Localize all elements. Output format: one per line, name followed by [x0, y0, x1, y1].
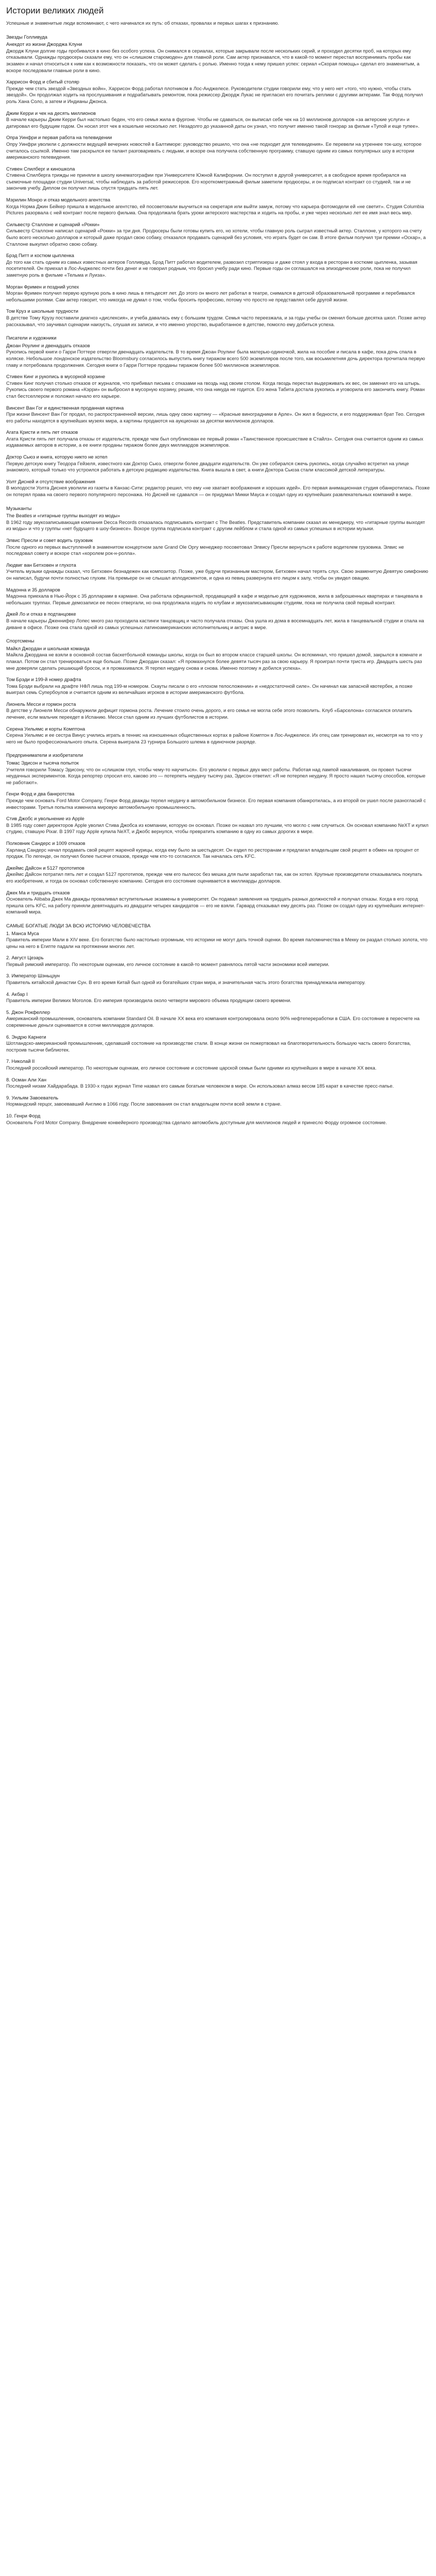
story-title: Винсент Ван Гог и единственная проданная картина	[6, 404, 124, 411]
story-text: Основатель Alibaba Джек Ма дважды проваливал вступительные экзамены в университет. Он подавал заявления на тридцать разных должностей и получал отказы. Когда в его город пришла сеть KFC, на работу приняли девятнадцать из двадцати четырех кандидатов — его не взяли. Гарвард отказывал ему десять раз. Позже он создал одну из крупнейших интернет-компаний мира.	[6, 896, 425, 915]
story-text: Рукопись первой книги о Гарри Поттере отвергли двенадцать издательств. В то время Джоан Роулинг была матерью-одиночкой, жила на пособие и писала в кафе, пока дочь спала в коляске. Небольшое лондонское издательство Bloomsbury согласилось выпустить книгу тиражом всего 500 экземпляров после того, как восьмилетняя дочь директора прочитала первую главу и потребовала продолжения. Сегодня книги о Гарри Поттере проданы тиражом более 500 миллионов экземпляров.	[6, 349, 425, 368]
story-text: Последний низам Хайдарабада. В 1930-х годах журнал Time назвал его самым богатым человеком в мире. Он использовал алмаз весом 185 карат в качестве пресс-папье.	[6, 1083, 394, 1089]
page-title: Истории великих людей	[6, 6, 104, 15]
story-item	[6, 1077, 430, 1090]
story-text: Правитель империи Великих Моголов. Его империя производила около четверти мирового объема продукции своего времени.	[6, 997, 291, 1004]
story-title: Сильвестр Сталлоне и сценарий «Рокки»	[6, 221, 100, 227]
story-text: Учитель музыки однажды сказал, что Бетховен безнадежен как композитор. Позже, уже будучи признанным мастером, Бетховен начал терять слух. Свою знаменитую Девятую симфонию он написал, будучи почти полностью глухим. На премьере он не слышал аплодисментов, и одна из певиц развернула его лицом к залу, чтобы он увидел овацию.	[6, 568, 428, 581]
story-item	[6, 562, 430, 582]
story-title: Анекдот из жизни Джорджа Клуни	[6, 41, 82, 47]
story-title: 10. Генри Форд	[6, 1112, 41, 1118]
story-item	[6, 134, 430, 160]
section-heading: Предприниматели и изобретатели	[6, 752, 83, 758]
story-text: Стивена Спилберга трижды не приняли в школу кинематографии при Университете Южной Калифорнии. Он поступил в другой университет, а в свободное время пробирался на съемочные площадки студии Universal, чтобы наблюдать за работой режиссеров. Его короткометражный фильм заметили продюсеры, и он подписал контракт со студией, так и не закончив учебу. Диплом он получил лишь спустя тридцать пять лет.	[6, 172, 411, 191]
story-text: Последний российский император. По некоторым оценкам, его личное состояние и состояние царской семьи были одними из крупнейших в мире в начале XX века.	[6, 1065, 377, 1071]
story-text: Серена Уильямс и ее сестра Винус учились играть в теннис на изношенных общественных кортах в районе Комптон в Лос-Анджелесе. Их отец сам тренировал их, несмотря на то что у него не было профессионального опыта. Серена выиграла 23 турнира Большого шлема в одиночном разряде.	[6, 732, 423, 744]
story-title: Стив Джобс и увольнение из Apple	[6, 816, 84, 822]
story-text: Мадонна приехала в Нью-Йорк с 35 долларами в кармане. Она работала официанткой, продавщицей в кафе и моделью для художников, жила в заброшенных квартирах и танцевала в небольших труппах. Первые демозаписи ее песен отвергали, но она продолжала ходить по клубам и звукозаписывающим студиям, пока не получила свой первый контракт.	[6, 593, 423, 605]
story-item	[6, 991, 430, 1004]
story-title: Генри Форд и два банкротства	[6, 791, 75, 797]
story-text: В начале карьеры Джим Керри был настолько беден, что его семья жила в фургоне. Чтобы не сдаваться, он выписал себе чек на 10 миллионов долларов «за актерские услуги» и датировал его будущим годом. Он носил этот чек в кошельке несколько лет. Незадолго до указанной даты он узнал, что получит именно такой гонорар за фильм «Тупой и еще тупее».	[6, 116, 420, 129]
story-item	[6, 611, 430, 631]
story-item	[6, 791, 430, 810]
story-title: Опра Уинфри и первая работа на телевидении	[6, 134, 112, 141]
story-item	[6, 222, 430, 247]
story-title: 6. Эндрю Карнеги	[6, 1033, 46, 1040]
story-text: Правитель империи Мали в XIV веке. Его богатство было настолько огромным, что историки не могут дать точной оценки. Во время паломничества в Мекку он раздал столько золота, что цены на него в Египте падали на протяжении многих лет.	[6, 937, 428, 949]
story-item	[6, 587, 430, 606]
story-item	[6, 840, 430, 860]
story-text: Первый римский император. По некоторым оценкам, его личное состояние в какой-то момент равнялось пятой части экономики всей империи.	[6, 961, 329, 967]
story-item	[6, 1095, 430, 1108]
story-title: Людвиг ван Бетховен и глухота	[6, 562, 76, 568]
story-item	[6, 79, 430, 105]
story-item	[6, 374, 430, 399]
story-text: Основатель Ford Motor Company. Внедрение конвейерного производства сделало автомобиль доступным для миллионов людей и принесло Форду огромное состояние.	[6, 1119, 387, 1125]
story-text: Шотландско-американский промышленник, сделавший состояние на производстве стали. В конце жизни он пожертвовал на благотворительность большую часть своего богатства, построив тысячи библиотек.	[6, 1040, 411, 1053]
story-text: Первую детскую книгу Теодора Гейзеля, известного как Доктор Сьюз, отвергли более двадцати издательств. Он уже собирался сжечь рукопись, когда случайно встретил на улице знакомого, который только что устроился работать в детскую редакцию издательства. Книга вышла в свет, а книги Доктора Сьюза стали классикой детской литературы.	[6, 460, 409, 473]
section-heading: Звезды Голливуда	[6, 33, 47, 40]
story-item	[6, 284, 430, 303]
story-text: В 1962 году звукозаписывающая компания Decca Records отказалась подписывать контракт с The Beatles. Представитель компании сказал их менеджеру, что «гитарные группы выходят из моды» и что у группы «нет будущего в шоу-бизнесе». Вскоре группа подписала контракт с другим лейблом и стала одной из самых успешных в истории музыки.	[6, 519, 425, 532]
story-title: Том Круз и школьные трудности	[6, 308, 78, 314]
story-item	[6, 513, 430, 532]
story-item	[6, 1113, 430, 1126]
story-item	[6, 479, 430, 498]
story-title: 9. Уильям Завоеватель	[6, 1094, 59, 1100]
story-text: Морган Фримен получил первую крупную роль в кино лишь в пятьдесят лет. До этого он много лет работал в театре, снимался в детской образовательной программе и перебивался небольшими ролями. Сам актер говорит, что никогда не думал о том, чтобы бросить профессию, потому что просто не представлял себе другой жизни.	[6, 290, 415, 302]
story-text: Прежде чем стать звездой «Звездных войн», Харрисон Форд работал плотником в Лос-Анджелесе. Руководители студии говорили ему, что у него нет «того, что нужно, чтобы стать звездой». Он продолжал ходить на прослушивания и подрабатывать ремонтом, пока режиссер Джордж Лукас не пригласил его почитать реплики с другими актерами. Так Форд получил роль Хана Соло, а затем и Индианы Джонса.	[6, 85, 423, 104]
story-title: Морган Фримен и поздний успех	[6, 283, 79, 290]
story-text: Когда Норма Джин Бейкер пришла в модельное агентство, ей посоветовали выучиться на секретаря или выйти замуж, потому что карьера фотомодели ей «не светит». Студия Columbia Pictures разорвала с ней контракт после первого фильма. Она продолжала брать уроки актерского мастерства и ходить на пробы, и уже через несколько лет ее имя знал весь мир.	[6, 203, 424, 216]
story-item	[6, 252, 430, 278]
story-title: 7. Николай II	[6, 1058, 35, 1064]
story-title: Том Брэди и 199-й номер драфта	[6, 676, 81, 683]
story-title: Джим Керри и чек на десять миллионов	[6, 110, 96, 116]
story-item	[6, 166, 430, 192]
section-heading: Музыканты	[6, 505, 32, 511]
story-item	[6, 726, 430, 745]
section-heading: Спортсмены	[6, 638, 34, 644]
story-title: 1. Манса Муса	[6, 930, 39, 936]
story-text: В молодости Уолта Диснея уволили из газеты в Канзас-Сити: редактор решил, что ему «не хватает воображения и хороших идей». Его первая анимационная студия обанкротилась. Позже он потерял права на своего первого популярного персонажа. Но Дисней не сдавался — он придумал Микки Мауса и создал одну из крупнейших развлекательных компаний в мире.	[6, 485, 430, 498]
story-item	[6, 646, 430, 671]
story-item	[6, 405, 430, 425]
story-text: В детстве у Лионеля Месси обнаружили дефицит гормона роста. Лечение стоило очень дорого, и его семья не могла себе этого позволить. Клуб «Барселона» согласился оплатить лечение, если мальчик переедет в Испанию. Месси стал одним из лучших футболистов в истории.	[6, 707, 412, 720]
page-subtitle: Успешные и знаменитые люди вспоминают, с чего начинался их путь: об отказах, провалах и первых шагах к признанию.	[6, 20, 280, 26]
story-item	[6, 1058, 430, 1071]
story-text: Агата Кристи пять лет получала отказы от издательств, прежде чем был опубликован ее первый роман «Таинственное происшествие в Стайлз». Сегодня она считается одним из самых издаваемых авторов в истории, а ее книги проданы тиражом более двух миллиардов экземпляров.	[6, 435, 424, 448]
section-heading: САМЫЕ БОГАТЫЕ ЛЮДИ ЗА ВСЮ ИСТОРИЮ ЧЕЛОВЕЧЕСТВА	[6, 922, 151, 928]
story-title: Джей Ло и отказ в подтанцовке	[6, 611, 76, 617]
story-text: Прежде чем основать Ford Motor Company, Генри Форд дважды терпел неудачу в автомобильном бизнесе. Его первая компания обанкротилась, а из второй он ушел после разногласий с инвесторами. Третья попытка изменила мировую автомобильную промышленность.	[6, 798, 426, 810]
story-item	[6, 865, 430, 885]
story-item	[6, 930, 430, 950]
story-text: Правитель китайской династии Сун. В его время Китай был одной из богатейших стран мира, и значительная часть этого богатства принадлежала императору.	[6, 979, 365, 986]
story-title: 4. Акбар I	[6, 991, 28, 997]
story-text: Нормандский герцог, завоевавший Англию в 1066 году. После завоевания он стал владельцем почти всей земли в стране.	[6, 1101, 282, 1107]
story-title: Серена Уильямс и корты Комптона	[6, 725, 85, 732]
story-item	[6, 537, 430, 557]
story-title: Стивен Спилберг и киношкола	[6, 165, 75, 172]
story-title: The Beatles и «гитарные группы выходят из моды»	[6, 513, 120, 519]
story-text: В начале карьеры Дженнифер Лопес много раз проходила кастинги танцовщиц и часто получала отказы. Она ушла из дома в восемнадцать лет, жила в танцевальной студии и спала на диване в офисе. Позже она стала одной из самых успешных латиноамериканских исполнительниц и актрис в мире.	[6, 617, 424, 630]
story-item	[6, 816, 430, 835]
story-item	[6, 1034, 430, 1054]
story-title: Джек Ма и тридцать отказов	[6, 889, 70, 895]
story-title: Элвис Пресли и совет водить грузовик	[6, 537, 93, 543]
story-title: Томас Эдисон и тысяча попыток	[6, 760, 79, 766]
story-text: Опру Уинфри уволили с должности ведущей вечерних новостей в Балтиморе: руководство решило, что она «не подходит для телевидения». Ее перевели на утреннее ток-шоу, которое считалось ссылкой. Именно там раскрылся ее талант разговаривать с людьми, и вскоре она получила собственную программу, ставшую одним из самых популярных шоу в истории американского телевидения.	[6, 141, 422, 160]
story-text: Учителя говорили Томасу Эдисону, что он «слишком глуп, чтобы чему-то научиться». Его уволили с первых двух мест работы. Работая над лампой накаливания, он провел тысячи неудачных экспериментов. Когда репортер спросил его, каково это — потерпеть неудачу тысячу раз, Эдисон ответил: «Я не потерпел неудачу. Я просто нашел тысячу способов, которые не работают».	[6, 766, 426, 785]
story-item	[6, 1009, 430, 1029]
story-text: Харланд Сандерс начал продавать свой рецепт жареной курицы, когда ему было за шестьдесят. Он ездил по ресторанам и предлагал владельцам свой рецепт в обмен на процент от продаж. По легенде, он получил более тысячи отказов, прежде чем кто-то согласился. Так началась сеть KFC.	[6, 846, 419, 859]
story-text: Джеймс Дайсон потратил пять лет и создал 5127 прототипов, прежде чем его пылесос без мешка для пыли заработал так, как он хотел. Крупные производители отказывались покупать его изобретение, и тогда он основал собственную компанию. Сегодня его состояние оценивается в миллиарды долларов.	[6, 871, 423, 884]
story-item	[6, 676, 430, 696]
story-text: В 1985 году совет директоров Apple уволил Стива Джобса из компании, которую он основал. Позже он назвал это лучшим, что могло с ним случиться. Он основал компанию NeXT и купил студию, ставшую Pixar. В 1997 году Apple купила NeXT, и Джобс вернулся, чтобы превратить компанию в одну из самых дорогих в мире.	[6, 822, 429, 835]
story-item	[6, 308, 430, 328]
story-title: Стивен Кинг и рукопись в мусорной корзине	[6, 374, 106, 380]
story-item	[6, 429, 430, 449]
story-text: Сильвестр Сталлоне написал сценарий «Рокки» за три дня. Продюсеры были готовы купить его, но хотели, чтобы главную роль сыграл известный актер. Сталлоне, у которого на счету было всего несколько долларов и который даже продал свою собаку, отказался продавать сценарий без условия, что играть будет он сам. В итоге фильм получил три премии «Оскар», а Сталлоне выкупил обратно свою собаку.	[6, 228, 426, 247]
story-title: Агата Кристи и пять лет отказов	[6, 429, 78, 435]
story-item	[6, 41, 430, 74]
story-text: При жизни Винсент Ван Гог продал, по распространенной версии, лишь одну свою картину — «Красные виноградники в Арле». Он жил в бедности, и его поддерживал брат Тео. Сегодня его работы находятся в крупнейших музеях мира, а картины продаются на аукционах за десятки миллионов долларов.	[6, 411, 425, 423]
story-item	[6, 760, 430, 786]
story-text: До того как стать одним из самых известных актеров Голливуда, Брэд Питт работал водителем, развозил стриптизерш и даже стоял у входа в ресторан в костюме цыпленка, зазывая посетителей. Он приехал в Лос-Анджелес почти без денег и не говорил родным, что бросил учебу ради кино. Первые годы он соглашался на эпизодические роли, пока не получил заметную роль в фильме «Тельма и Луиза».	[6, 259, 417, 278]
story-text: Тома Брэди выбрали на драфте НФЛ лишь под 199-м номером. Скауты писали о его «плохом телосложении» и «недостаточной силе». Он начинал как запасной квотербек, а позже выиграл семь Супербоулов и считается одним из величайших игроков в истории американского футбола.	[6, 683, 413, 696]
story-text: После одного из первых выступлений в знаменитом концертном зале Grand Ole Opry менеджер посоветовал Элвису Пресли вернуться к работе водителем грузовика. Элвис не последовал совету и вскоре стал «королем рок-н-ролла».	[6, 544, 404, 556]
story-item	[6, 701, 430, 721]
story-title: Доктор Сьюз и книга, которую никто не хотел	[6, 454, 108, 460]
story-item	[6, 955, 430, 968]
story-title: 3. Император Шэньцзун	[6, 973, 60, 979]
story-item	[6, 973, 430, 986]
story-item	[6, 454, 430, 473]
story-title: Лионель Месси и гормон роста	[6, 701, 76, 707]
story-title: Харрисон Форд и сбитый столяр	[6, 79, 79, 85]
story-item	[6, 890, 430, 916]
story-text: Американский промышленник, основатель компании Standard Oil. В начале XX века его компания контролировала около 90% нефтепереработки в США. Его состояние в пересчете на современные деньги оценивается в сотни миллиардов долларов.	[6, 1015, 420, 1028]
story-title: Брэд Питт и костюм цыпленка	[6, 252, 74, 259]
section-heading: Писатели и художники	[6, 335, 57, 341]
story-text: В детстве Тому Крузу поставили диагноз «дислексия», и учеба давалась ему с большим трудом. Семья часто переезжала, и за годы учебы он сменил больше десятка школ. Позже актер рассказывал, что заучивал сценарии наизусть, слушая их записи, и что именно упорство, выработанное в детстве, помогло ему добиться успеха.	[6, 314, 426, 327]
story-text: Джордж Клуни долгие годы пробивался в кино без особого успеха. Он снимался в сериалах, которые закрывали после нескольких серий, и проходил десятки проб, на которых ему отказывали. Однажды продюсеры сказали ему, что он «слишком старомоден» для главной роли. Сам актер признавался, что в какой-то момент перестал воспринимать пробы как экзамен и начал относиться к ним как к возможности показать, что он может сделать с ролью. Именно тогда к нему пришел успех: сериал «Скорая помощь» сделал его знаменитым, а вскоре последовали главные роли в кино.	[6, 47, 420, 73]
story-title: Джоан Роулинг и двенадцать отказов	[6, 342, 90, 348]
story-title: Мэрилин Монро и отказ модельного агентства	[6, 197, 111, 203]
story-text: Стивен Кинг получил столько отказов от журналов, что прибивал письма с отказами на гвоздь над своим столом. Когда гвоздь перестал выдерживать их вес, он заменил его на штырь. Рукопись своего первого романа «Кэрри» он выбросил в мусорную корзину, решив, что она никуда не годится. Его жена Табита достала рукопись и уговорила его закончить книгу. Роман стал бестселлером и положил начало его карьере.	[6, 380, 425, 399]
story-title: Майкл Джордан и школьная команда	[6, 645, 90, 651]
story-item	[6, 343, 430, 368]
story-title: 5. Джон Рокфеллер	[6, 1009, 50, 1015]
story-title: Полковник Сандерс и 1009 отказов	[6, 840, 85, 846]
story-title: Джеймс Дайсон и 5127 прототипов	[6, 865, 84, 871]
story-title: Уолт Дисней и отсутствие воображения	[6, 478, 95, 484]
story-item	[6, 110, 430, 130]
story-title: 2. Август Цезарь	[6, 955, 44, 961]
story-text: Майкла Джордана не взяли в основной состав баскетбольной команды школы, когда он был во втором классе старшей школы. Он вспоминал, что пришел домой, закрылся в комнате и плакал. Потом он стал тренироваться еще больше. Позже Джордан сказал: «Я промахнулся более девяти тысяч раз за свою карьеру. Я проиграл почти триста игр. Двадцать шесть раз мне доверяли сделать решающий бросок, и я промахивался. Я терпел неудачу снова и снова. Именно поэтому я добился успеха».	[6, 652, 422, 671]
story-title: Мадонна и 35 долларов	[6, 586, 60, 592]
story-title: 8. Осман Али Хан	[6, 1076, 47, 1082]
story-item	[6, 197, 430, 216]
sections-container	[6, 34, 430, 1126]
